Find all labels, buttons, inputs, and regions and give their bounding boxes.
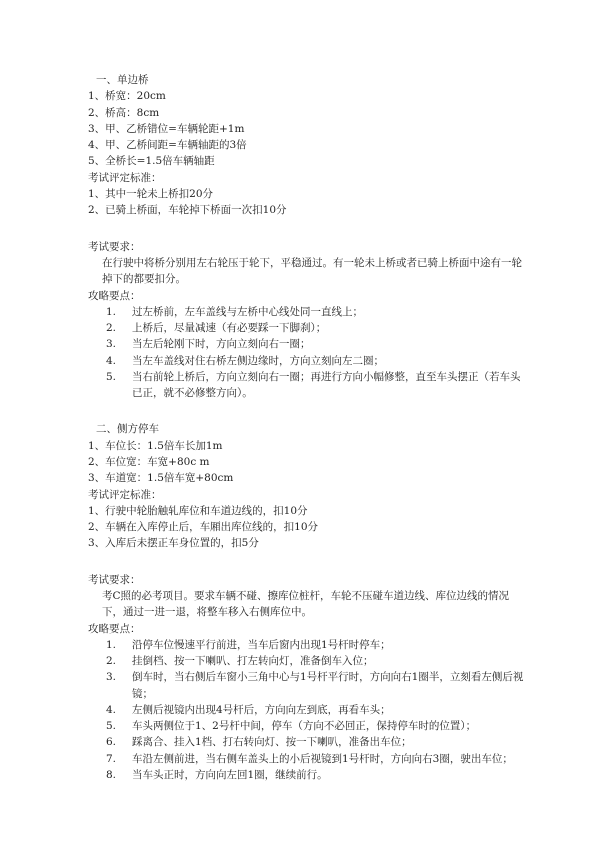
requirement-text: 考C照的必考项目。要求车辆不碰、擦库位桩杆，车轮不压碰车道边线、库位边线的情况下，通过一进一退，将整车移入右侧库位中。 [102,590,510,619]
spec-line: 1、桥宽：20cm [88,90,166,103]
list-item: 4. 左侧后视镜内出现4号杆后，方向向左到底，再看车头； [106,703,391,716]
list-item: 8. 当车头正时，方向向左回1圈，继续前行。 [106,769,328,782]
list-item: 5. 当右前轮上桥后，方向立刻向右一圈；再进行方向小幅修整，直至车头摆正（若车头已正，就不必修整方向）。 [106,370,521,400]
criteria-line: 1、行驶中轮胎触轧库位和车道边线的，扣10分 [88,504,308,517]
section-title: 一、单边桥 [96,74,149,86]
list-item: 4. 当左车盖线对住右桥左侧边缘时，方向立刻向左二圈； [106,354,384,367]
tips-list [88,304,528,402]
document-body [88,72,528,783]
criteria-line: 3、入库后未摆正车身位置的，扣5分 [88,537,259,550]
requirement-title: 考试要求： [88,240,141,253]
requirement-text: 在行驶中将桥分别用左右轮压于轮下，平稳通过。有一轮未上桥或者已骑上桥面中途有一轮掉下的都要扣分。 [102,256,522,286]
list-item: 3. 当左后轮刚下时，方向立刻向右一圈； [106,338,311,351]
spec-line: 2、车位宽：车宽+80c m [88,455,210,468]
criteria-title: 考试评定标准： [88,171,162,184]
spec-line: 4、甲、乙桥间距=车辆轴距的3倍 [88,139,247,152]
list-item: 1. 沿停车位慢速平行前进，当车后窗内出现1号杆时停车； [106,638,391,651]
spec-line: 5、全桥长=1.5倍车辆轴距 [88,155,215,168]
spec-line: 3、甲、乙桥错位=车辆轮距+1m [88,122,245,135]
list-item: 7. 车沿左侧前进，当右侧车盖头上的小后视镜到1号杆时，方向向右3圈，驶出车位； [106,752,513,765]
criteria-title: 考试评定标准： [88,488,162,501]
tips-list [88,637,528,783]
tips-title: 攻略要点： [88,289,141,302]
spec-line: 3、车道宽：1.5倍车宽+80cm [88,472,234,485]
spec-line: 1、车位长：1.5倍车长加1m [88,439,223,452]
spec-line: 2、桥高：8cm [88,106,160,119]
requirement-title: 考试要求： [88,573,141,586]
criteria-line: 2、已骑上桥面，车轮掉下桥面一次扣10分 [88,204,287,217]
list-item: 6. 踩离合、挂入1档、打右转向灯、按一下喇叭，准备出车位； [106,736,412,749]
list-item: 5. 车头两侧位于1、2号杆中间，停车（方向不必回正，保持停车时的位置）； [106,720,477,733]
list-item: 1. 过左桥前，左车盖线与左桥中心线处同一直线上； [106,305,363,318]
tips-title: 攻略要点： [88,622,141,635]
criteria-line: 2、车辆在入库停止后，车厢出库位线的，扣10分 [88,521,319,534]
criteria-line: 1、其中一轮未上桥扣20分 [88,188,214,201]
section-title: 二、侧方停车 [96,423,159,436]
list-item: 3. 倒车时，当右侧后车窗小三角中心与1号杆平行时，方向向右1圈半，立刻看左侧后视镜； [106,671,524,700]
list-item: 2. 挂倒档、按一下喇叭、打左转向灯，准备倒车入位； [106,655,374,668]
list-item: 2. 上桥后，尽量减速（有必要踩一下脚刹）； [106,322,327,335]
